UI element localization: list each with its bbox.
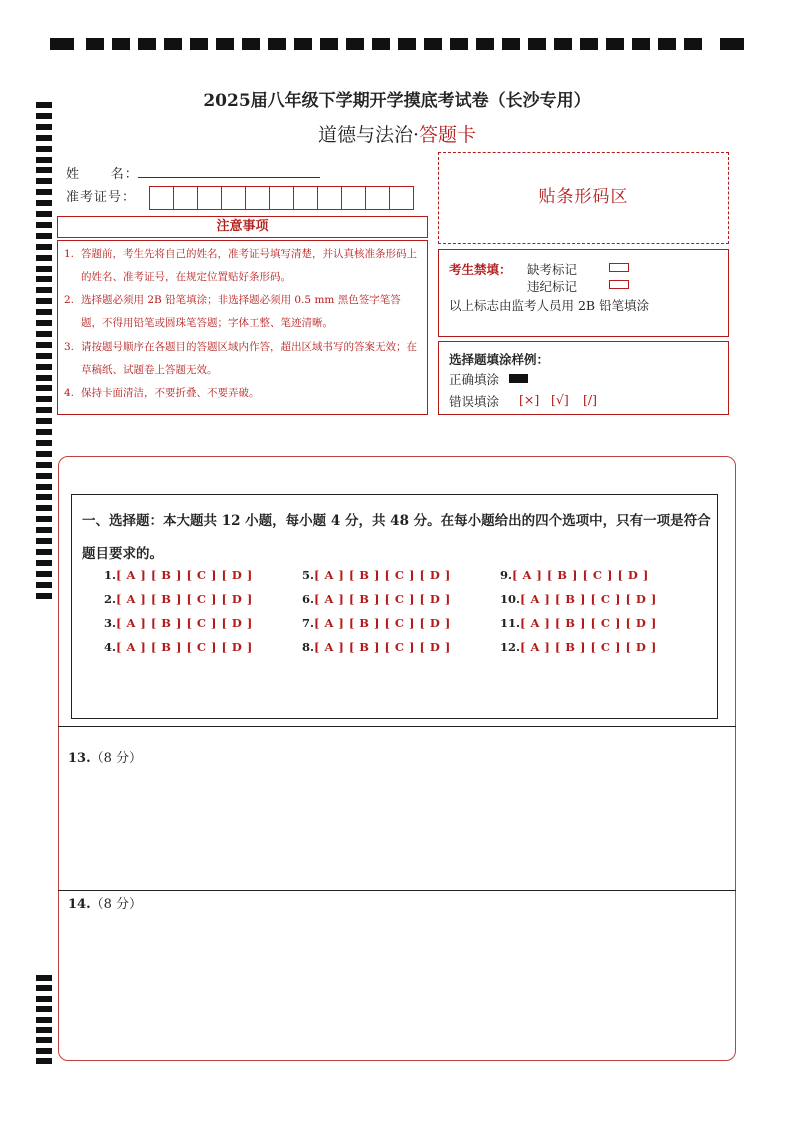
notice-item xyxy=(64,382,420,405)
timing-mark xyxy=(36,484,52,490)
timing-mark xyxy=(294,38,312,50)
timing-mark xyxy=(36,233,52,239)
notice-box xyxy=(57,240,428,415)
mcq-question-number: 3. xyxy=(104,616,117,630)
mcq-question-number: 12. xyxy=(500,640,521,654)
notice-item-text: 选择题必须用 2B 铅笔填涂；非选择题必须用 0.5 mm 黑色签字笔答题，不得用铅笔或圆珠笔答题；字体工整、笔迹清晰。 xyxy=(81,294,401,329)
mcq-option-bubbles[interactable]: [ A ] [ B ] [ C ] [ D ] xyxy=(314,568,451,582)
timing-mark xyxy=(36,1037,52,1043)
notice-item-number: 4. xyxy=(64,387,75,399)
proctor-only-label: 考生禁填： xyxy=(449,262,512,277)
question-14-header xyxy=(68,893,142,912)
exam-digit-box[interactable] xyxy=(293,186,318,210)
timing-mark xyxy=(36,975,52,981)
notice-item xyxy=(64,243,420,289)
timing-mark xyxy=(36,331,52,337)
mcq-option-bubbles[interactable]: [ A ] [ B ] [ C ] [ D ] xyxy=(116,568,253,582)
notice-item-number: 3. xyxy=(64,341,75,353)
mcq-instruction: 一、选择题：本大题共 12 小题，每小题 4 分，共 48 分。在每小题给出的四个选项中，只有一项是符合题目要求的。 xyxy=(82,513,711,562)
timing-mark xyxy=(86,38,104,50)
timing-mark xyxy=(242,38,260,50)
timing-mark xyxy=(36,451,52,457)
wrong-mark-slash: [/] xyxy=(583,392,597,407)
timing-mark xyxy=(36,1006,52,1012)
mcq-option-bubbles[interactable]: [ A ] [ B ] [ C ] [ D ] xyxy=(116,616,253,630)
section-divider xyxy=(58,726,736,727)
mcq-question-row xyxy=(104,592,253,606)
fill-sample-box xyxy=(438,341,729,415)
proctor-only-box xyxy=(438,249,729,337)
timing-mark xyxy=(684,38,702,50)
card-subtitle xyxy=(0,120,794,147)
timing-mark xyxy=(36,985,52,991)
timing-mark xyxy=(36,440,52,446)
exam-digit-box[interactable] xyxy=(341,186,366,210)
timing-mark xyxy=(36,189,52,195)
timing-mark xyxy=(36,157,52,163)
timing-mark xyxy=(36,342,52,348)
violation-mark-label: 违纪标记 xyxy=(527,279,578,294)
left-timing-marks-upper xyxy=(36,102,52,602)
exam-digit-box[interactable] xyxy=(365,186,390,210)
notice-item-text: 保持卡面清洁，不要折叠、不要弄破。 xyxy=(81,387,260,399)
timing-mark xyxy=(658,38,676,50)
mcq-question-row xyxy=(104,616,253,630)
subtitle-card: 答题卡 xyxy=(419,124,477,146)
exam-digit-box[interactable] xyxy=(269,186,294,210)
mcq-question-number: 10. xyxy=(500,592,521,606)
exam-digit-box[interactable] xyxy=(149,186,174,210)
mcq-question-row xyxy=(500,568,649,582)
timing-mark xyxy=(36,222,52,228)
timing-mark xyxy=(36,255,52,261)
timing-mark xyxy=(164,38,182,50)
timing-mark xyxy=(36,494,52,500)
timing-mark xyxy=(36,178,52,184)
mcq-question-row xyxy=(302,640,451,654)
mcq-question-number: 6. xyxy=(302,592,315,606)
timing-mark xyxy=(36,309,52,315)
timing-mark xyxy=(36,200,52,206)
timing-mark xyxy=(36,244,52,250)
notice-item-text: 请按题号顺序在各题目的答题区域内作答，超出区域书写的答案无效；在草稿纸、试题卷上答题无效。 xyxy=(81,341,417,376)
notice-title: 注意事项 xyxy=(57,216,428,238)
mcq-question-number: 8. xyxy=(302,640,315,654)
name-field[interactable] xyxy=(138,176,320,178)
timing-mark xyxy=(424,38,442,50)
timing-mark xyxy=(554,38,572,50)
timing-mark xyxy=(398,38,416,50)
timing-mark xyxy=(346,38,364,50)
absent-mark-box[interactable] xyxy=(609,263,629,272)
notice-item-text: 答题前，考生先将自己的姓名，准考证号填写清楚，并认真核准条形码上的姓名、准考证号，在规定位置贴好条形码。 xyxy=(81,248,417,283)
timing-mark xyxy=(36,1048,52,1054)
timing-mark xyxy=(36,527,52,533)
timing-mark xyxy=(190,38,208,50)
timing-mark xyxy=(36,571,52,577)
mcq-option-bubbles[interactable]: [ A ] [ B ] [ C ] [ D ] xyxy=(116,592,253,606)
question-13-header xyxy=(68,747,142,766)
timing-mark xyxy=(528,38,546,50)
mcq-question-number: 2. xyxy=(104,592,117,606)
mcq-option-bubbles[interactable]: [ A ] [ B ] [ C ] [ D ] xyxy=(314,616,451,630)
timing-mark xyxy=(216,38,234,50)
notice-item xyxy=(64,289,420,335)
mcq-question-number: 1. xyxy=(104,568,117,582)
timing-mark xyxy=(36,462,52,468)
mcq-question-row xyxy=(500,616,657,630)
fill-sample-title: 选择题填涂样例： xyxy=(449,352,550,367)
timing-mark xyxy=(112,38,130,50)
timing-mark xyxy=(36,211,52,217)
timing-mark xyxy=(36,385,52,391)
notice-item xyxy=(64,336,420,382)
timing-mark xyxy=(36,276,52,282)
wrong-mark-check: [√] xyxy=(551,392,569,407)
timing-mark xyxy=(36,429,52,435)
timing-mark xyxy=(580,38,598,50)
timing-mark xyxy=(36,287,52,293)
timing-mark xyxy=(36,505,52,511)
timing-mark xyxy=(36,266,52,272)
exam-digit-box[interactable] xyxy=(317,186,342,210)
timing-mark xyxy=(36,1017,52,1023)
mcq-question-row xyxy=(302,616,451,630)
correct-fill-label: 正确填涂 xyxy=(449,372,500,387)
timing-mark xyxy=(606,38,624,50)
timing-mark xyxy=(36,167,52,173)
timing-mark xyxy=(450,38,468,50)
mcq-question-row xyxy=(104,568,253,582)
timing-mark xyxy=(36,353,52,359)
name-label: 姓 名： xyxy=(66,167,139,182)
proctor-note: 以上标志由监考人员用 2B 铅笔填涂 xyxy=(449,298,650,313)
exam-number-boxes[interactable] xyxy=(150,186,414,210)
timing-mark xyxy=(138,38,156,50)
mcq-question-row xyxy=(302,592,451,606)
timing-mark xyxy=(36,593,52,599)
timing-mark xyxy=(36,582,52,588)
absent-mark-label: 缺考标记 xyxy=(527,262,578,277)
timing-mark xyxy=(320,38,338,50)
timing-mark xyxy=(50,38,74,50)
exam-digit-box[interactable] xyxy=(221,186,246,210)
timing-mark xyxy=(36,320,52,326)
correct-fill-mark xyxy=(509,374,528,383)
exam-digit-box[interactable] xyxy=(245,186,270,210)
violation-mark-box[interactable] xyxy=(609,280,629,289)
timing-mark xyxy=(36,113,52,119)
mcq-option-bubbles[interactable]: [ A ] [ B ] [ C ] [ D ] xyxy=(520,592,657,606)
timing-mark xyxy=(36,473,52,479)
timing-mark xyxy=(632,38,650,50)
exam-digit-box[interactable] xyxy=(173,186,198,210)
timing-mark xyxy=(36,516,52,522)
question-14-number: 14. xyxy=(68,897,91,912)
timing-mark xyxy=(36,538,52,544)
timing-mark xyxy=(720,38,744,50)
mcq-option-bubbles[interactable]: [ A ] [ B ] [ C ] [ D ] xyxy=(512,568,649,582)
timing-mark xyxy=(502,38,520,50)
timing-mark xyxy=(36,996,52,1002)
exam-digit-box[interactable] xyxy=(197,186,222,210)
timing-mark xyxy=(36,407,52,413)
timing-mark xyxy=(36,375,52,381)
barcode-area: 贴条形码区 xyxy=(438,152,729,244)
mcq-option-bubbles[interactable]: [ A ] [ B ] [ C ] [ D ] xyxy=(520,616,657,630)
notice-item-number: 1. xyxy=(64,248,75,260)
timing-mark xyxy=(268,38,286,50)
wrong-mark-cross: [×] xyxy=(519,392,540,407)
mcq-option-bubbles[interactable]: [ A ] [ B ] [ C ] [ D ] xyxy=(520,640,657,654)
mcq-question-number: 5. xyxy=(302,568,315,582)
timing-mark xyxy=(36,560,52,566)
timing-mark xyxy=(36,364,52,370)
question-13-number: 13. xyxy=(68,751,91,766)
timing-mark xyxy=(36,1058,52,1064)
mcq-question-row xyxy=(500,592,657,606)
wrong-fill-label: 错误填涂 xyxy=(449,394,500,409)
exam-digit-box[interactable] xyxy=(389,186,414,210)
mcq-question-row xyxy=(500,640,657,654)
subtitle-subject: 道德与法治· xyxy=(317,124,420,146)
mcq-question-row xyxy=(302,568,451,582)
notice-item-number: 2. xyxy=(64,294,75,306)
mcq-question-number: 4. xyxy=(104,640,117,654)
mcq-question-number: 11. xyxy=(500,616,521,630)
timing-mark xyxy=(36,396,52,402)
mcq-question-row xyxy=(104,640,253,654)
timing-mark xyxy=(36,549,52,555)
left-timing-marks-lower xyxy=(36,975,52,1065)
mcq-question-number: 7. xyxy=(302,616,315,630)
question-13-answer-area[interactable] xyxy=(60,770,734,886)
question-14-answer-area[interactable] xyxy=(60,914,734,1054)
question-13-points: （8 分） xyxy=(90,751,143,766)
timing-mark xyxy=(36,298,52,304)
timing-mark xyxy=(372,38,390,50)
timing-mark xyxy=(36,1027,52,1033)
timing-mark xyxy=(476,38,494,50)
exam-title: 2025届八年级下学期开学摸底考试卷（长沙专用） xyxy=(203,91,591,111)
timing-mark xyxy=(36,418,52,424)
section-divider xyxy=(58,890,736,891)
top-timing-marks xyxy=(50,38,746,52)
mcq-option-bubbles[interactable]: [ A ] [ B ] [ C ] [ D ] xyxy=(116,640,253,654)
question-14-points: （8 分） xyxy=(90,897,143,912)
mcq-option-bubbles[interactable]: [ A ] [ B ] [ C ] [ D ] xyxy=(314,592,451,606)
mcq-question-number: 9. xyxy=(500,568,513,582)
mcq-option-bubbles[interactable]: [ A ] [ B ] [ C ] [ D ] xyxy=(314,640,451,654)
exam-number-label: 准考证号： xyxy=(66,190,137,205)
